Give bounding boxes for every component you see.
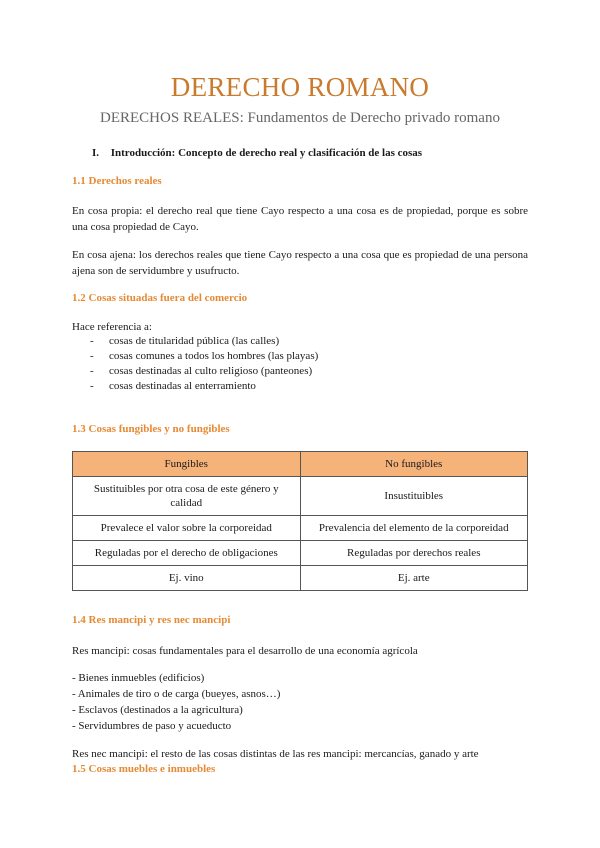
table-cell: Prevalece el valor sobre la corporeidad — [73, 516, 301, 541]
paragraph-cosa-propia: En cosa propia: el derecho real que tiene Cayo respecto a una cosa es de propiedad, porque es sobre una cosa propiedad de Cayo. — [72, 205, 528, 233]
table-row — [73, 516, 528, 541]
paragraph-res-nec-mancipi: Res nec mancipi: el resto de las cosas distintas de las res mancipi: mercancías, ganado y arte — [72, 748, 479, 760]
section-heading-1-4: 1.4 Res mancipi y res nec mancipi — [72, 614, 231, 626]
res-mancipi-list — [72, 670, 280, 734]
fungibles-table — [72, 451, 528, 591]
table-cell: Reguladas por derechos reales — [300, 541, 528, 566]
table-cell: Insustituibles — [300, 477, 528, 516]
intro-heading — [92, 147, 422, 159]
table-header-row — [73, 452, 528, 477]
table-row — [73, 566, 528, 591]
list-item: - Animales de tiro o de carga (bueyes, asnos…) — [72, 688, 281, 700]
table-cell: Prevalencia del elemento de la corporeidad — [300, 516, 528, 541]
paragraph-hace-referencia: Hace referencia a: — [72, 321, 152, 333]
list-item: - cosas de titularidad pública (las calles) — [90, 334, 318, 349]
table-cell: Ej. arte — [300, 566, 528, 591]
list-item: - cosas destinadas al enterramiento — [90, 379, 318, 394]
list-item: - Bienes inmuebles (edificios) — [72, 672, 205, 684]
fuera-comercio-list — [90, 334, 318, 394]
list-item: - cosas comunes a todos los hombres (las playas) — [90, 349, 318, 364]
table-row — [73, 541, 528, 566]
section-heading-1-5: 1.5 Cosas muebles e inmuebles — [72, 763, 216, 775]
table-cell: Sustituibles por otra cosa de este género y calidad — [73, 477, 301, 516]
document-subtitle: DERECHOS REALES: Fundamentos de Derecho privado romano — [100, 110, 500, 126]
document-title: DERECHO ROMANO — [170, 72, 430, 102]
table-cell: Reguladas por el derecho de obligaciones — [73, 541, 301, 566]
section-heading-1-1: 1.1 Derechos reales — [72, 175, 162, 187]
intro-number: I. — [92, 147, 100, 159]
section-heading-1-3: 1.3 Cosas fungibles y no fungibles — [72, 423, 230, 435]
list-item: - Servidumbres de paso y acueducto — [72, 720, 232, 732]
column-header-fungibles: Fungibles — [73, 452, 301, 477]
paragraph-res-mancipi: Res mancipi: cosas fundamentales para el desarrollo de una economía agrícola — [72, 645, 418, 657]
column-header-no-fungibles: No fungibles — [300, 452, 528, 477]
paragraph-cosa-ajena: En cosa ajena: los derechos reales que tiene Cayo respecto a una cosa que es propiedad de una persona ajena son de servidumbre y usufructo. — [72, 249, 528, 277]
intro-heading-text: Introducción: Concepto de derecho real y clasificación de las cosas — [110, 147, 423, 159]
section-heading-1-2: 1.2 Cosas situadas fuera del comercio — [72, 292, 248, 304]
table-row — [73, 477, 528, 516]
list-item: - Esclavos (destinados a la agricultura) — [72, 704, 243, 716]
list-item: - cosas destinadas al culto religioso (panteones) — [90, 364, 318, 379]
table-cell: Ej. vino — [73, 566, 301, 591]
